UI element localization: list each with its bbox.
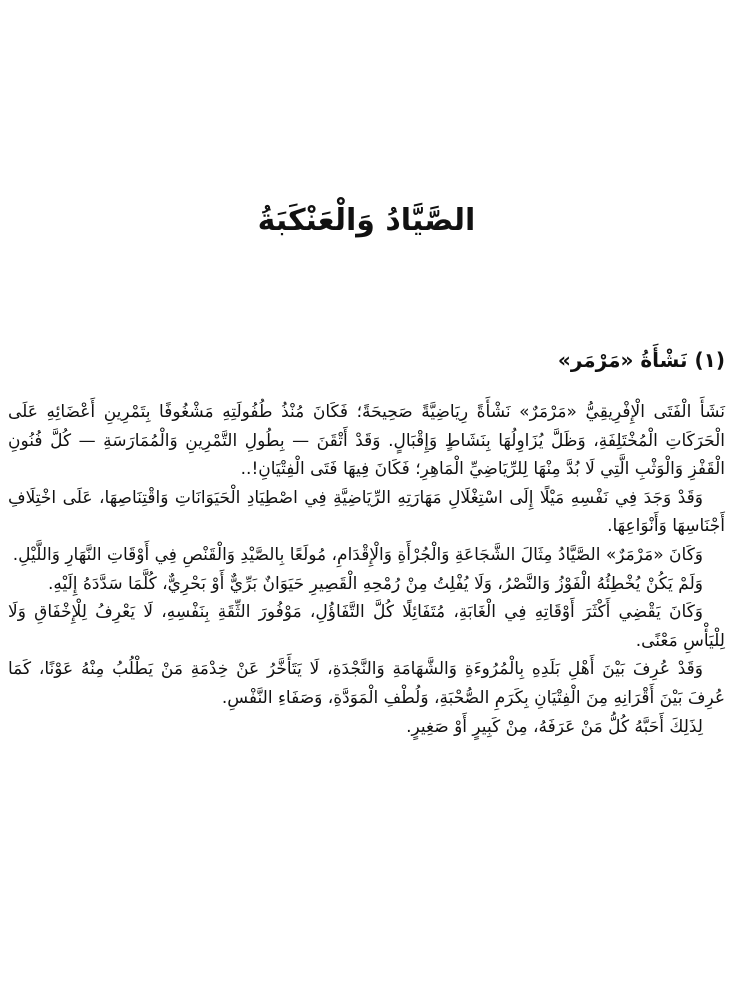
section-heading: (١) نَشْأَةُ «مَرْمَر» — [557, 348, 725, 372]
paragraph-4: وَلَمْ يَكُنْ يُخْطِئُهُ الْفَوْزُ وَالنَّصْرُ، وَلَا يُفْلِتُ مِنْ رُمْحِهِ الْقَصِيرِ حَيَوَانٌ بَرِّيٌّ أَوْ بَحْرِيٌّ، كُلَّمَا سَدَّدَهُ إِلَيْهِ. — [47, 573, 703, 594]
page-title: الصَّيَّادُ وَالْعَنْكَبَةُ — [257, 203, 476, 238]
paragraph-6: وَقَدْ عُرِفَ بَيْنَ أَهْلِ بَلَدِهِ بِالْمُرُوءَةِ وَالشَّهَامَةِ وَالنَّجْدَةِ، لَا يَتَأَخَّرُ عَنْ خِدْمَةِ مَنْ يَطْلُبُ مِنْهُ عَوْنًا، كَمَا عُرِفَ بَيْنَ أَقْرَانِهِ مِنَ الْفِتْيَانِ بِكَرَمِ الصُّحْبَةِ، وَلُطْفِ الْمَوَدَّةِ، وَصَفَاءِ النَّفْسِ. — [8, 659, 725, 708]
paragraph-7: لِذَلِكَ أَحَبَّهُ كُلُّ مَنْ عَرَفَهُ، مِنْ كَبِيرٍ أَوْ صَغِيرٍ. — [406, 716, 703, 737]
paragraph-2: وَقَدْ وَجَدَ فِي نَفْسِهِ مَيْلًا إِلَى اسْتِغْلَالِ مَهَارَتِهِ الرِّيَاضِيَّةِ فِي اصْطِيَادِ الْحَيَوَانَاتِ وَاقْتِنَاصِهَا، عَلَى اخْتِلَافِ أَجْنَاسِهَا وَأَنْوَاعِهَا. — [8, 487, 725, 537]
body-text — [8, 398, 725, 741]
paragraph-5: وَكَانَ يَقْضِي أَكْثَرَ أَوْقَاتِهِ فِي الْغَابَةِ، مُتَفَائِلًا كُلَّ التَّفَاؤُلِ، مَوْفُورَ الثِّقَةِ بِنَفْسِهِ، لَا يَعْرِفُ لِلْإِخْفَاقِ وَلَا لِلْيَأْسِ مَعْنًى. — [8, 602, 725, 651]
paragraph-3: وَكَانَ «مَرْمَرٌ» الصَّيَّادُ مِثَالَ الشَّجَاعَةِ وَالْجُرْأَةِ وَالْإِقْدَامِ، مُولَعًا بِالصَّيْدِ وَالْقَنْصِ فِي أَوْقَاتِ النَّهَارِ وَاللَّيْلِ. — [12, 544, 703, 565]
paragraph-1: نَشَأَ الْفَتَى الْإِفْرِيقِيُّ «مَرْمَرٌ» نَشْأَةً رِيَاضِيَّةً صَحِيحَةً؛ فَكَانَ مُنْذُ طُفُولَتِهِ مَشْغُوفًا بِتَمْرِينِ أَعْضَائِهِ عَلَى الْحَرَكَاتِ الْمُخْتَلِفَةِ، وَظَلَّ يُزَاوِلُهَا بِنَشَاطٍ وَإِقْبَالٍ. وَقَدْ أَتْقَنَ — بِطُولِ التَّمْرِينِ وَالْمُمَارَسَةِ — كُلَّ فُنُونِ الْقَفْزِ وَالْوَثْبِ الَّتِي لَا بُدَّ مِنْهَا لِلرِّيَاضِيِّ الْمَاهِرِ؛ فَكَانَ فِيهَا فَتَى الْفِتْيَانِ!.. — [8, 402, 725, 480]
